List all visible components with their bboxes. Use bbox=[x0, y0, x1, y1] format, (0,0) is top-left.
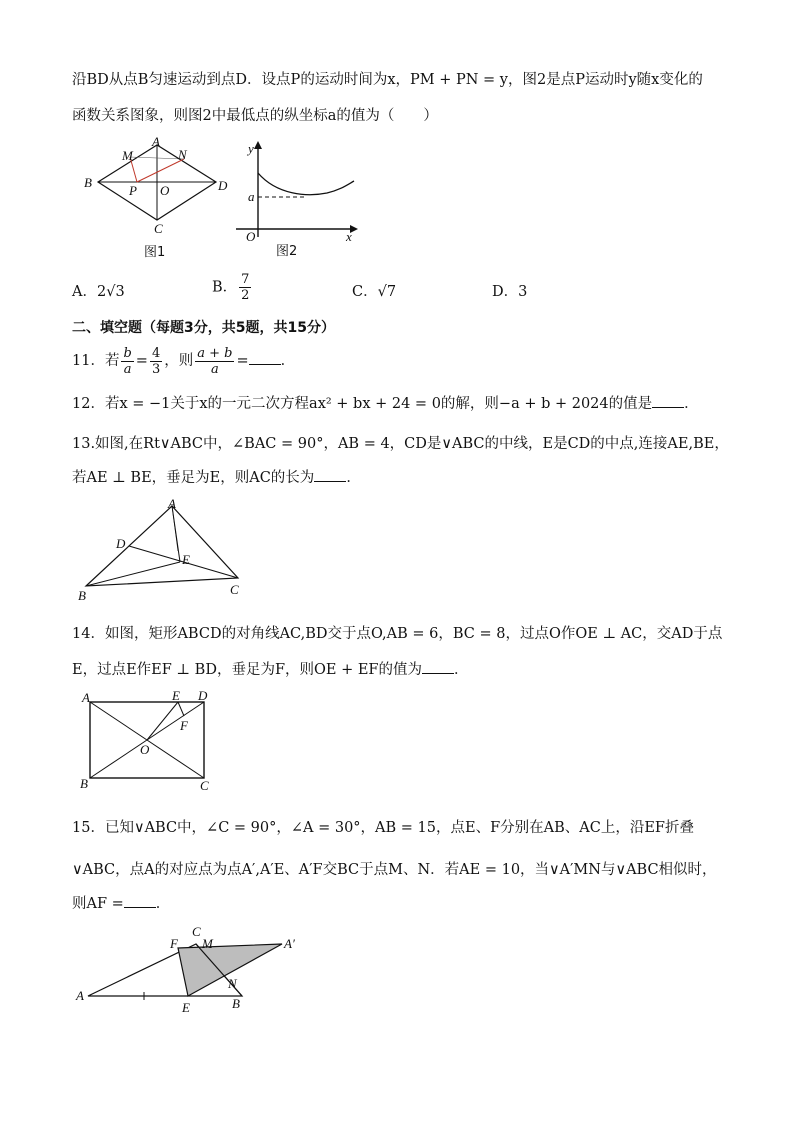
graph-curve bbox=[258, 173, 354, 195]
label-P: P bbox=[129, 183, 137, 198]
segment-oe bbox=[147, 702, 178, 740]
option-b[interactable]: B． $\frac{7}{2}$ bbox=[212, 272, 250, 303]
q11-answer-blank[interactable] bbox=[249, 351, 281, 365]
label-E: E bbox=[182, 1000, 190, 1015]
segment-be bbox=[86, 562, 180, 586]
q13-answer-blank[interactable] bbox=[314, 468, 346, 482]
q14-line2: E，过点E作EF ⊥ BD，垂足为F，则OE + EF的值为 ． bbox=[72, 662, 469, 678]
option-c[interactable]: C．√7 bbox=[352, 284, 397, 300]
label-B: B bbox=[80, 776, 88, 791]
q14-answer-blank[interactable] bbox=[422, 660, 454, 674]
q10-line2: 函数关系图象，则图2中最低点的纵坐标a的值为（ ） bbox=[72, 108, 438, 124]
label-origin: O bbox=[246, 229, 256, 244]
label-A-prime: A′ bbox=[284, 936, 295, 951]
q12-answer-blank[interactable] bbox=[652, 394, 684, 408]
fig2-caption: 图2 bbox=[276, 244, 298, 259]
q10-figure1 bbox=[82, 135, 232, 260]
label-O: O bbox=[160, 183, 170, 198]
y-arrow bbox=[254, 141, 262, 149]
section-title: 二、填空题（每题3分，共5题，共15分） bbox=[72, 320, 335, 336]
label-E: E bbox=[182, 552, 190, 567]
label-F: F bbox=[170, 936, 178, 951]
q15-line3: 则AF = ． bbox=[72, 896, 171, 912]
label-A: A bbox=[76, 988, 84, 1003]
q13-line2: 若AE ⊥ BE，垂足为E，则AC的长为 ． bbox=[72, 470, 361, 486]
label-F: F bbox=[180, 718, 188, 733]
label-B: B bbox=[78, 588, 86, 603]
label-M: M bbox=[202, 936, 213, 951]
label-D: D bbox=[218, 178, 228, 193]
segment-ae2 bbox=[172, 506, 178, 551]
q12: 12．若x = −1关于x的一元二次方程ax² + bx + 24 = 0的解，则−a + b + 2024的值是 ． bbox=[72, 396, 699, 412]
q11: 11．若 $\frac{b}{a}$ = $\frac{4}{3}$ ，则 $\frac{a + b}{a}$ = ． bbox=[72, 345, 296, 377]
label-B: B bbox=[84, 175, 92, 190]
option-d[interactable]: D．3 bbox=[492, 284, 528, 300]
q10-figure2 bbox=[232, 137, 362, 262]
q14-figure bbox=[76, 690, 226, 794]
label-M: M bbox=[122, 148, 133, 163]
label-A: A bbox=[168, 496, 176, 511]
q15-answer-blank[interactable] bbox=[124, 894, 156, 908]
label-D: D bbox=[116, 536, 126, 551]
label-C: C bbox=[200, 778, 209, 793]
q13-line1: 13.如图,在Rt∨ABC中，∠BAC = 90°，AB = 4，CD是∨ABC的中线，E是CD的中点,连接AE,BE， bbox=[72, 436, 729, 452]
segment-ef bbox=[178, 702, 184, 716]
label-C: C bbox=[192, 924, 201, 939]
q13-figure bbox=[74, 496, 254, 606]
fig1-caption: 图1 bbox=[144, 245, 166, 260]
label-A: A bbox=[152, 135, 160, 149]
label-x: x bbox=[346, 229, 352, 244]
label-O: O bbox=[140, 742, 150, 757]
label-N: N bbox=[228, 976, 237, 991]
triangle-abc bbox=[86, 506, 238, 586]
q10-line1: 沿BD从点B匀速运动到点D．设点P的运动时间为x，PM + PN = y，图2是点P运动时y随x变化的 bbox=[72, 72, 703, 88]
label-C: C bbox=[154, 221, 163, 236]
q14-line1: 14．如图，矩形ABCD的对角线AC,BD交于点O,AB = 6，BC = 8，过点O作OE ⊥ AC，交AD于点 bbox=[72, 626, 723, 642]
label-a: a bbox=[248, 189, 255, 204]
label-N: N bbox=[178, 147, 187, 162]
option-a[interactable]: A．2√3 bbox=[72, 284, 125, 300]
q15-line1: 15．已知∨ABC中，∠C = 90°，∠A = 30°，AB = 15，点E、F分别在AB、AC上，沿EF折叠 bbox=[72, 820, 694, 836]
label-D: D bbox=[198, 690, 208, 703]
label-B: B bbox=[232, 996, 240, 1011]
label-y: y bbox=[248, 141, 254, 156]
q15-line2: ∨ABC，点A的对应点为点A′,A′E、A′F交BC于点M、N．若AE = 10，当∨A′MN与∨ABC相似时， bbox=[72, 862, 717, 878]
label-A: A bbox=[82, 690, 90, 705]
q15-figure bbox=[72, 924, 302, 1020]
segment-pn bbox=[137, 159, 184, 182]
label-E: E bbox=[172, 690, 180, 703]
label-C: C bbox=[230, 582, 239, 597]
